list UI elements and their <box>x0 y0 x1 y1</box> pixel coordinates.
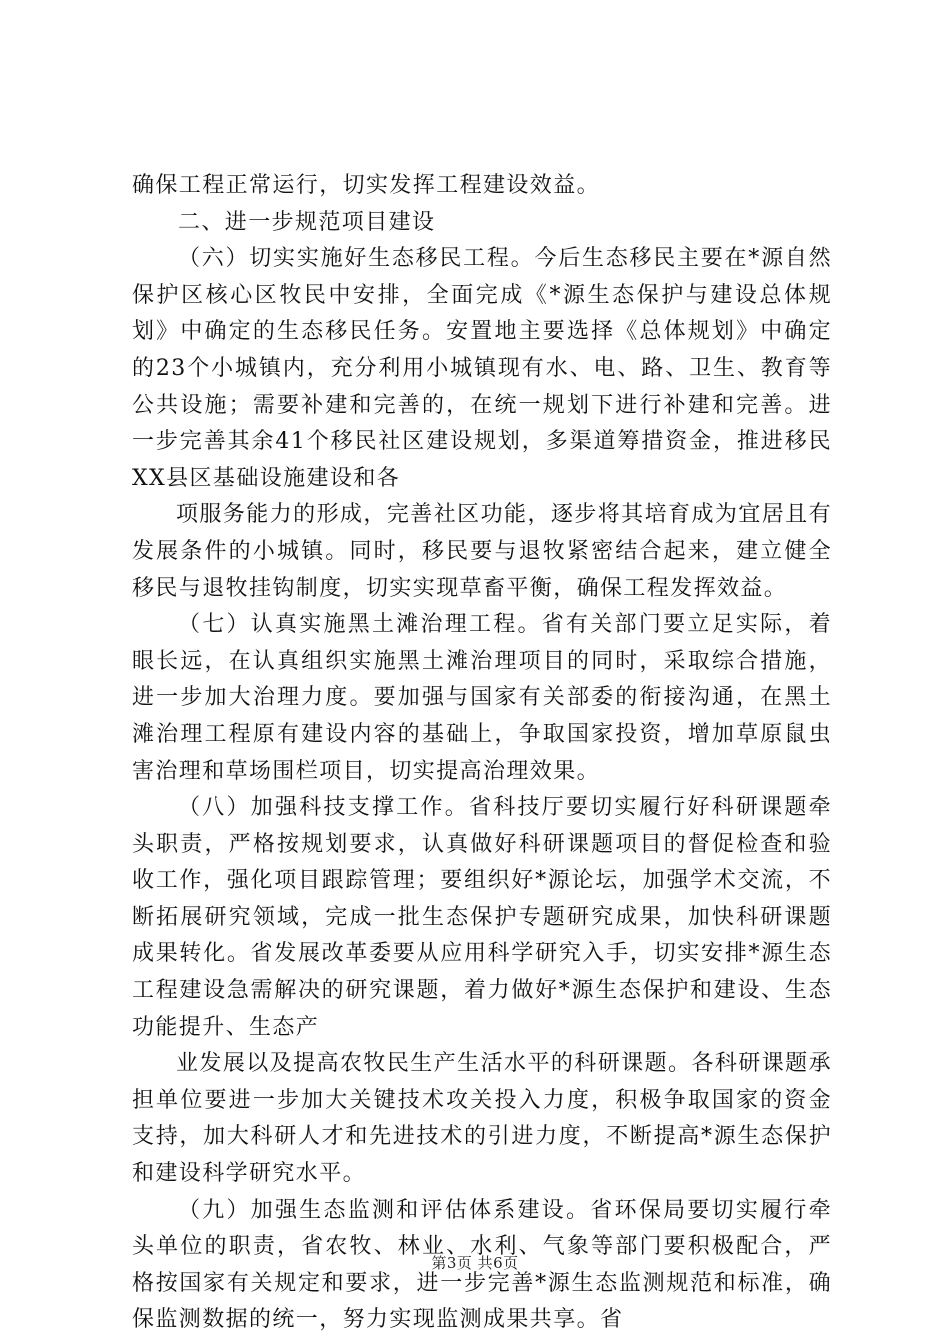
paragraph-item-8-continued: 业发展以及提高农牧民生产生活水平的科研课题。各科研课题承担单位要进一步加大关键技术攻关投入力度，积极争取国家的资金支持，加大科研人才和先进技术的引进力度，不断提高*源生态保护和建设科学研究水平。 <box>132 1051 832 1187</box>
page-number-footer: 第3页 共6页 <box>431 1254 519 1272</box>
paragraph-1: 确保工程正常运行，切实发挥工程建设效益。 <box>132 173 601 198</box>
paragraph-item-9: （九）加强生态监测和评估体系建设。省环保局要切实履行牵头单位的职责，省农牧、林业、水利、气象等部门要积极配合，严格按国家有关规定和要求，进一步完善*源生态监测规范和标准，确保监测数据的统一，努力实现监测成果共享。省 <box>132 1197 832 1333</box>
paragraph-item-7: （七）认真实施黑土滩治理工程。省有关部门要立足实际，着眼长远，在认真组织实施黑土滩治理项目的同时，采取综合措施，进一步加大治理力度。要加强与国家有关部委的衔接沟通，在黑土滩治理工程原有建设内容的基础上，争取国家投资，增加草原鼠虫害治理和草场围栏项目，切实提高治理效果。 <box>132 612 832 784</box>
section-heading: 二、进一步规范项目建设 <box>178 209 436 235</box>
document-body <box>132 168 832 1339</box>
paragraph-item-6: （六）切实实施好生态移民工程。今后生态移民主要在*源自然保护区核心区牧民中安排，全面完成《*源生态保护与建设总体规划》中确定的生态移民任务。安置地主要选择《总体规划》中确定的23个小城镇内，充分利用小城镇现有水、电、路、卫生、教育等公共设施；需要补建和完善的，在统一规划下进行补建和完善。进一步完善其余41个移民社区建设规划，多渠道筹措资金，推进移民XX县区基础设施建设和各 <box>132 246 832 491</box>
paragraph-item-8: （八）加强科技支撑工作。省科技厅要切实履行好科研课题牵头职责，严格按规划要求，认真做好科研课题项目的督促检查和验收工作，强化项目跟踪管理；要组织好*源论坛，加强学术交流，不断拓展研究领域，完成一批生态保护专题研究成果，加快科研课题成果转化。省发展改革委要从应用科学研究入手，切实安排*源生态工程建设急需解决的研究课题，着力做好*源生态保护和建设、生态功能提升、生态产 <box>132 795 832 1040</box>
paragraph-item-6-continued: 项服务能力的形成，完善社区功能，逐步将其培育成为宜居且有发展条件的小城镇。同时，移民要与退牧紧密结合起来，建立健全移民与退牧挂钩制度，切实实现草畜平衡，确保工程发挥效益。 <box>132 502 832 601</box>
